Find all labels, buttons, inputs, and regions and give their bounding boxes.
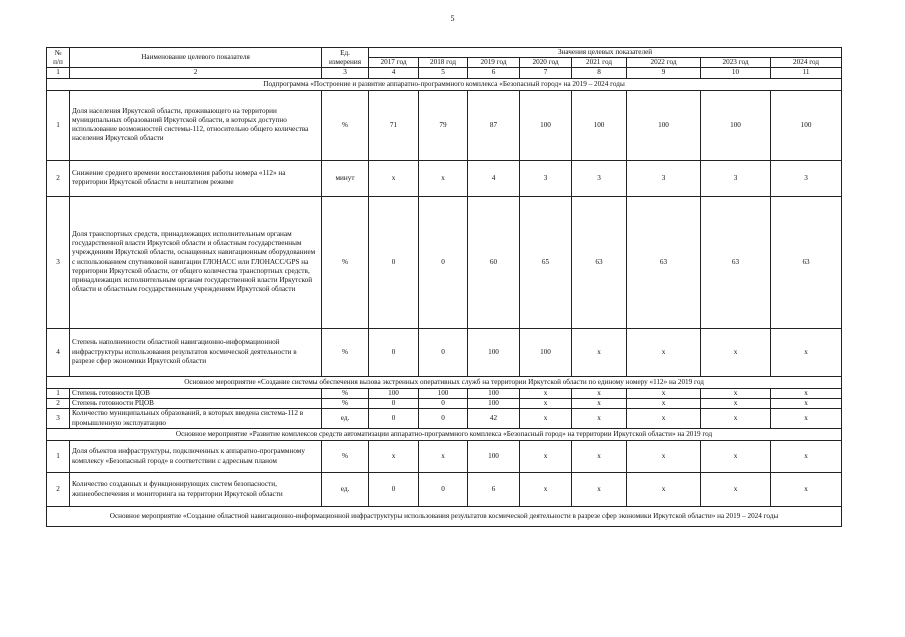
value-cell: х [701, 409, 771, 429]
value-cell: 3 [520, 160, 572, 196]
value-cell: 100 [520, 328, 572, 376]
table-row [47, 473, 842, 507]
header-year: 2018 год [419, 58, 468, 68]
header-column-number: 10 [701, 68, 771, 78]
value-cell: 0 [419, 409, 468, 429]
row-number: 3 [47, 196, 70, 328]
section-row [47, 429, 842, 441]
header-column-number: 2 [70, 68, 322, 78]
value-cell: 0 [419, 196, 468, 328]
value-cell: х [627, 388, 701, 398]
table-row [47, 160, 842, 196]
value-cell: х [369, 160, 419, 196]
value-cell: х [572, 328, 627, 376]
row-number: 1 [47, 441, 70, 473]
header-num: № п/п [47, 48, 70, 68]
header-year: 2019 год [468, 58, 520, 68]
header-column-number: 7 [520, 68, 572, 78]
value-cell: 100 [468, 328, 520, 376]
header-name: Наименование целевого показателя [70, 48, 322, 68]
value-cell: 0 [369, 473, 419, 507]
unit-cell: ед. [322, 409, 369, 429]
indicator-name: Степень наполненности областной навигационно-информационной инфраструктуры использования результатов космической деятельности в разрезе сфер экономики Иркутской области [70, 328, 322, 376]
unit-cell: % [322, 196, 369, 328]
value-cell: х [701, 328, 771, 376]
value-cell: 100 [771, 90, 842, 160]
header-year: 2022 год [627, 58, 701, 68]
value-cell: 0 [369, 398, 419, 408]
value-cell: 100 [468, 441, 520, 473]
value-cell: х [701, 473, 771, 507]
section-title: Подпрограмма «Построение и развитие аппаратно-программного комплекса «Безопасный город» на 2019 – 2024 годы [47, 78, 842, 90]
unit-cell: % [322, 90, 369, 160]
header-column-number: 5 [419, 68, 468, 78]
value-cell: х [627, 409, 701, 429]
indicator-name: Степень готовности РЦОВ [70, 398, 322, 408]
indicator-name: Количество созданных и функционирующих систем безопасности, жизнеобеспечения и мониторинга на территории Иркутской области [70, 473, 322, 507]
row-number: 1 [47, 90, 70, 160]
value-cell: х [701, 441, 771, 473]
value-cell: 0 [369, 196, 419, 328]
section-title: Основное мероприятие «Создание системы обеспечения вызова экстренных оперативных служб на территории Иркутской области по единому номеру «112» на 2019 год [47, 376, 842, 388]
indicator-name: Снижение среднего времени восстановления работы номера «112» на территории Иркутской области в нештатном режиме [70, 160, 322, 196]
value-cell: х [572, 398, 627, 408]
indicator-name: Количество муниципальных образований, в которых введена система-112 в промышленную эксплуатацию [70, 409, 322, 429]
table-row [47, 409, 842, 429]
value-cell: х [771, 441, 842, 473]
table-row [47, 196, 842, 328]
value-cell: 0 [419, 328, 468, 376]
value-cell: 100 [572, 90, 627, 160]
value-cell: 3 [627, 160, 701, 196]
value-cell: 100 [419, 388, 468, 398]
header-column-number: 1 [47, 68, 70, 78]
value-cell: 100 [701, 90, 771, 160]
row-number: 1 [47, 388, 70, 398]
value-cell: х [627, 441, 701, 473]
value-cell: х [572, 409, 627, 429]
value-cell: 100 [520, 90, 572, 160]
header-column-number: 3 [322, 68, 369, 78]
header-column-number: 4 [369, 68, 419, 78]
header-year: 2020 год [520, 58, 572, 68]
value-cell: 6 [468, 473, 520, 507]
header-year: 2023 год [701, 58, 771, 68]
value-cell: 87 [468, 90, 520, 160]
unit-cell: ед. [322, 473, 369, 507]
section-row [47, 78, 842, 90]
value-cell: х [572, 473, 627, 507]
page-number: 5 [450, 14, 455, 23]
value-cell: х [627, 473, 701, 507]
section-row [47, 507, 842, 527]
header-column-number: 6 [468, 68, 520, 78]
value-cell: 79 [419, 90, 468, 160]
value-cell: х [771, 388, 842, 398]
header-column-number: 11 [771, 68, 842, 78]
value-cell: х [701, 388, 771, 398]
value-cell: 4 [468, 160, 520, 196]
value-cell: х [520, 441, 572, 473]
unit-cell: % [322, 328, 369, 376]
unit-cell: % [322, 398, 369, 408]
value-cell: 71 [369, 90, 419, 160]
section-row [47, 376, 842, 388]
row-number: 3 [47, 409, 70, 429]
value-cell: 3 [771, 160, 842, 196]
table-row [47, 328, 842, 376]
section-title: Основное мероприятие «Создание областной навигационно-информационной инфраструктуры использования результатов космической деятельности в разрезе сфер экономики Иркутской области» на 2019 – 2024 годы [47, 507, 842, 527]
row-number: 2 [47, 473, 70, 507]
value-cell: х [520, 409, 572, 429]
value-cell: х [419, 441, 468, 473]
table-row [47, 441, 842, 473]
value-cell: 0 [419, 398, 468, 408]
value-cell: 60 [468, 196, 520, 328]
indicator-name: Доля транспортных средств, принадлежащих исполнительным органам государственной власти Иркутской области и областным государственным учреждениям Иркутской области, оснащенных навигационным оборудованием с использованием спутниковой навигации ГЛОНАСС или ГЛОНАСС/GPS на территории Иркутской области, от общего количества транспортных средств, принадлежащих исполнительным органам государственной власти Иркутской области и областным государственным учреждениям Иркутской области [70, 196, 322, 328]
value-cell: 3 [701, 160, 771, 196]
header-values: Значения целевых показателей [369, 48, 842, 58]
value-cell: 63 [627, 196, 701, 328]
header-column-number: 9 [627, 68, 701, 78]
value-cell: х [369, 441, 419, 473]
value-cell: х [771, 398, 842, 408]
value-cell: х [419, 160, 468, 196]
header-year: 2024 год [771, 58, 842, 68]
value-cell: х [520, 398, 572, 408]
table-body [47, 78, 842, 526]
value-cell: 100 [369, 388, 419, 398]
value-cell: х [771, 328, 842, 376]
indicator-name: Доля населения Иркутской области, проживающего на территории муниципальных образований Иркутской области, в которых доступно использование возможностей системы-112, относительно общего количества населения Иркутской области [70, 90, 322, 160]
value-cell: х [627, 328, 701, 376]
value-cell: х [572, 441, 627, 473]
header-year: 2017 год [369, 58, 419, 68]
value-cell: 0 [369, 328, 419, 376]
table-row [47, 388, 842, 398]
value-cell: 63 [572, 196, 627, 328]
indicators-table [46, 47, 842, 527]
value-cell: 0 [369, 409, 419, 429]
header-unit: Ед. измерения [322, 48, 369, 68]
header-year: 2021 год [572, 58, 627, 68]
row-number: 2 [47, 160, 70, 196]
value-cell: 63 [771, 196, 842, 328]
unit-cell: минут [322, 160, 369, 196]
value-cell: 65 [520, 196, 572, 328]
row-number: 2 [47, 398, 70, 408]
value-cell: 100 [468, 398, 520, 408]
value-cell: 3 [572, 160, 627, 196]
header-column-numbers [47, 68, 842, 78]
value-cell: 100 [468, 388, 520, 398]
table-row [47, 90, 842, 160]
value-cell: х [771, 409, 842, 429]
value-cell: 100 [627, 90, 701, 160]
value-cell: х [520, 388, 572, 398]
unit-cell: % [322, 388, 369, 398]
value-cell: х [701, 398, 771, 408]
table-row [47, 398, 842, 408]
row-number: 4 [47, 328, 70, 376]
unit-cell: % [322, 441, 369, 473]
value-cell: 42 [468, 409, 520, 429]
value-cell: х [771, 473, 842, 507]
indicator-name: Степень готовности ЦОВ [70, 388, 322, 398]
value-cell: х [627, 398, 701, 408]
value-cell: 63 [701, 196, 771, 328]
value-cell: х [572, 388, 627, 398]
section-title: Основное мероприятие «Развитие комплексов средств автоматизации аппаратно-программного комплекса «Безопасный город» на территории Иркутской области» на 2019 год [47, 429, 842, 441]
indicator-name: Доля объектов инфраструктуры, подключенных к аппаратно-программному комплексу «Безопасный город» в соответствии с адресным планом [70, 441, 322, 473]
value-cell: 0 [419, 473, 468, 507]
header-column-number: 8 [572, 68, 627, 78]
value-cell: х [520, 473, 572, 507]
